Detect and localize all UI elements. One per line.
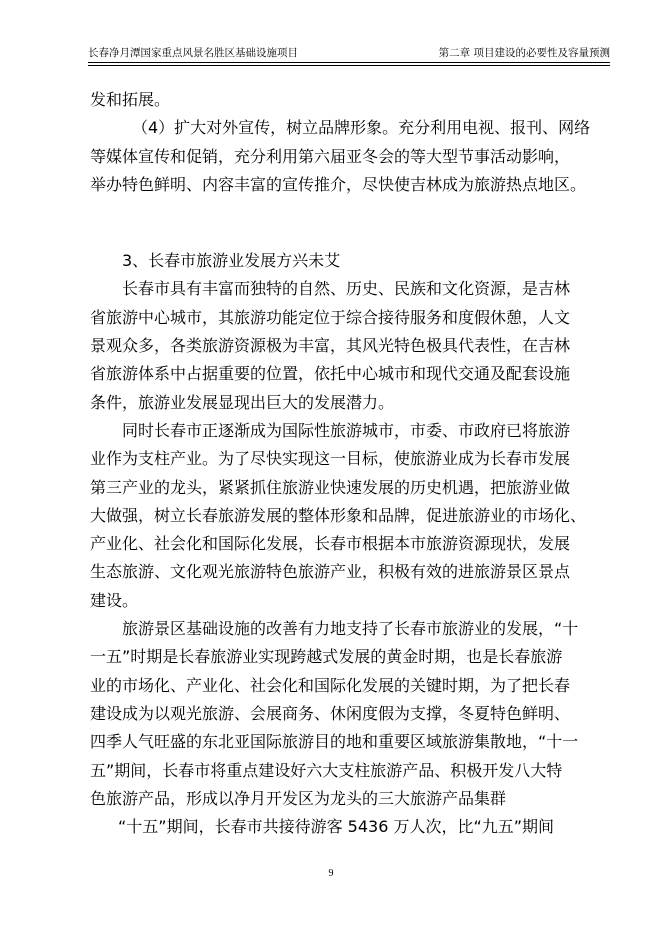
text-line: 生态旅游、文化观光旅游特色旅游产业，积极有效的进旅游景区景点 bbox=[90, 562, 571, 582]
page-header bbox=[88, 44, 610, 63]
text-line: 业作为支柱产业。为了尽快实现这一目标，使旅游业成为长春市发展 bbox=[90, 449, 571, 469]
text-line: （4）扩大对外宣传，树立品牌形象。充分利用电视、报刊、网络 bbox=[132, 118, 591, 138]
text-line: 产业化、社会化和国际化发展，长春市根据本市旅游资源现状，发展 bbox=[90, 534, 571, 554]
text-line: 建设。 bbox=[90, 590, 139, 610]
text-line: 省旅游中心城市，其旅游功能定位于综合接待服务和度假休憩，人文 bbox=[90, 307, 571, 327]
text-line: 同时长春市正逐渐成为国际性旅游城市，市委、市政府已将旅游 bbox=[122, 420, 571, 440]
text-line: 业的市场化、产业化、社会化和国际化发展的关键时期，为了把长春 bbox=[90, 675, 571, 695]
text-line: 建设成为以观光旅游、会展商务、休闲度假为支撑，冬夏特色鲜明、 bbox=[90, 703, 571, 723]
text-line: 四季人气旺盛的东北亚国际旅游目的地和重要区域旅游集散地，“十一 bbox=[90, 732, 579, 752]
text-line: 一五”时期是长春旅游业实现跨越式发展的黄金时期，也是长春旅游 bbox=[90, 647, 563, 667]
blank-line bbox=[90, 199, 610, 247]
text-line: 长春市具有丰富而独特的自然、历史、民族和文化资源，是吉林 bbox=[122, 279, 571, 299]
text-line: 大做强，树立长春旅游发展的整体形象和品牌，促进旅游业的市场化、 bbox=[90, 505, 587, 525]
text-line: 第三产业的龙头，紧紧抓住旅游业快速发展的历史机遇，把旅游业做 bbox=[90, 477, 571, 497]
body-text bbox=[90, 86, 610, 841]
text-line: 发和拓展。 bbox=[90, 90, 171, 109]
header-chapter-title: 第二章 项目建设的必要性及容量预测 bbox=[438, 47, 610, 59]
text-line: 五”期间，长春市将重点建设好六大支柱旅游产品、积极开发八大特 bbox=[90, 760, 563, 780]
page-number: 9 bbox=[328, 868, 334, 879]
text-line: 省旅游体系中占据重要的位置，依托中心城市和现代交通及配套设施 bbox=[90, 364, 571, 384]
section-heading: 3、长春市旅游业发展方兴未艾 bbox=[122, 251, 341, 271]
text-line: 条件，旅游业发展显现出巨大的发展潜力。 bbox=[90, 392, 395, 412]
text-line: 色旅游产品，形成以净月开发区为龙头的三大旅游产品集群 bbox=[90, 788, 507, 808]
text-line: 景观众多，各类旅游资源极为丰富，其风光特色极具代表性，在吉林 bbox=[90, 336, 571, 356]
header-divider bbox=[88, 65, 610, 66]
text-line: 等媒体宣传和促销，充分利用第六届亚冬会的等大型节事活动影响， bbox=[90, 146, 571, 166]
text-line: 举办特色鲜明、内容丰富的宣传推介，尽快使吉林成为旅游热点地区。 bbox=[90, 174, 587, 194]
header-project-title: 长春净月潭国家重点风景名胜区基础设施项目 bbox=[88, 47, 298, 59]
text-line: 旅游景区基础设施的改善有力地支持了长春市旅游业的发展，“十 bbox=[122, 619, 579, 639]
text-line: “十五”期间，长春市共接待游客 5436 万人次，比“九五”期间 bbox=[118, 817, 555, 837]
